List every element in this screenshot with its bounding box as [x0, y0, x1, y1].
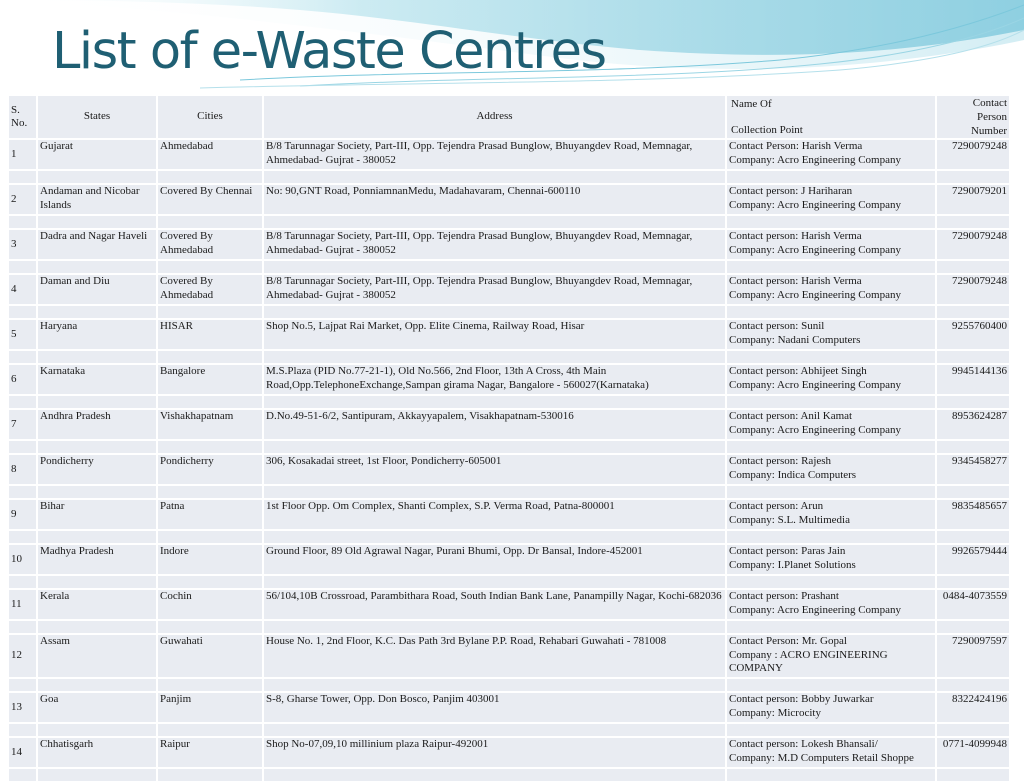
spacer-cell	[9, 351, 36, 363]
cell-state: Andhra Pradesh	[38, 410, 156, 439]
cell-phone: 9945144136	[937, 365, 1009, 394]
cell-phone: 7290079248	[937, 230, 1009, 259]
spacer-cell	[264, 171, 725, 183]
cell-city: Raipur	[158, 738, 262, 767]
table-row	[9, 410, 1009, 439]
cell-state: Goa	[38, 693, 156, 722]
spacer-cell	[937, 396, 1009, 408]
spacer-cell	[727, 261, 935, 273]
cell-city: Vishakhapatnam	[158, 410, 262, 439]
spacer-cell	[9, 679, 36, 691]
spacer-cell	[264, 576, 725, 588]
spacer-cell	[727, 351, 935, 363]
cell-collection-point	[727, 455, 935, 484]
cell-address: 306, Kosakadai street, 1st Floor, Pondicherry-605001	[264, 455, 725, 484]
spacer-cell	[38, 724, 156, 736]
cell-state: Karnataka	[38, 365, 156, 394]
table-row	[9, 230, 1009, 259]
cell-phone: 9255760400	[937, 320, 1009, 349]
spacer-cell	[9, 724, 36, 736]
company-name: Company: Acro Engineering Company	[729, 198, 901, 211]
spacer-cell	[937, 576, 1009, 588]
table-row	[9, 185, 1009, 214]
table-row	[9, 275, 1009, 304]
cell-city: Indore	[158, 545, 262, 574]
contact-person: Contact person: J Hariharan	[729, 185, 853, 197]
company-name: Company: Acro Engineering Company	[729, 603, 901, 616]
cell-address: B/8 Tarunnagar Society, Part-III, Opp. Tejendra Prasad Bunglow, Bhuyangdev Road, Memnagar, Ahmedabad- Gujrat - 380052	[264, 275, 725, 304]
table-header-row	[9, 96, 1009, 138]
spacer-cell	[937, 171, 1009, 183]
contact-person: Contact person: Bobby Juwarkar	[729, 693, 874, 705]
cell-state: Daman and Diu	[38, 275, 156, 304]
table-row	[9, 320, 1009, 349]
cell-address: No: 90,GNT Road, PonniamnanMedu, Madahavaram, Chennai-600110	[264, 185, 725, 214]
spacer-cell	[937, 679, 1009, 691]
spacer-cell	[9, 306, 36, 318]
contact-person: Contact person: Harish Verma	[729, 230, 862, 242]
spacer-cell	[264, 621, 725, 633]
spacer-cell	[727, 621, 935, 633]
spacer-cell	[727, 396, 935, 408]
spacer-cell	[38, 621, 156, 633]
header-contact-l3: Number	[970, 125, 1007, 137]
spacer-cell	[158, 576, 262, 588]
spacer-cell	[264, 216, 725, 228]
cell-collection-point	[727, 320, 935, 349]
spacer-cell	[264, 351, 725, 363]
header-collection-point-label: Collection Point	[731, 123, 803, 136]
cell-phone: 9926579444	[937, 545, 1009, 574]
cell-sno: 6	[9, 365, 36, 394]
contact-person: Contact person: Harish Verma	[729, 275, 862, 287]
cell-address: B/8 Tarunnagar Society, Part-III, Opp. Tejendra Prasad Bunglow, Bhuyangdev Road, Memnagar, Ahmedabad- Gujrat - 380052	[264, 230, 725, 259]
cell-city: Covered By Chennai	[158, 185, 262, 214]
cell-sno: 5	[9, 320, 36, 349]
spacer-cell	[9, 621, 36, 633]
company-name: Company: Indica Computers	[729, 468, 857, 481]
spacer-cell	[937, 441, 1009, 453]
cell-city: Patna	[158, 500, 262, 529]
company-name: Company: M.D Computers Retail Shoppe	[729, 751, 914, 764]
cell-city: Pondicherry	[158, 455, 262, 484]
cell-state: Haryana	[38, 320, 156, 349]
cell-state: Chhatisgarh	[38, 738, 156, 767]
header-states: States	[38, 96, 156, 138]
page-title: List of e-Waste Centres	[52, 22, 606, 81]
company-name: Company: S.L. Multimedia	[729, 513, 850, 526]
spacer-cell	[937, 621, 1009, 633]
row-spacer	[9, 621, 1009, 633]
cell-address: B/8 Tarunnagar Society, Part-III, Opp. Tejendra Prasad Bunglow, Bhuyangdev Road, Memnagar, Ahmedabad- Gujrat - 380052	[264, 140, 725, 169]
cell-state: Gujarat	[38, 140, 156, 169]
cell-address: D.No.49-51-6/2, Santipuram, Akkayyapalem, Visakhapatnam-530016	[264, 410, 725, 439]
cell-state: Bihar	[38, 500, 156, 529]
cell-address: House No. 1, 2nd Floor, K.C. Das Path 3rd Bylane P.P. Road, Rehabari Guwahati - 781008	[264, 635, 725, 677]
table-row	[9, 635, 1009, 677]
spacer-cell	[727, 171, 935, 183]
cell-city: Covered By Ahmedabad	[158, 275, 262, 304]
header-contact-number	[937, 96, 1009, 138]
cell-city: Panjim	[158, 693, 262, 722]
table-row	[9, 455, 1009, 484]
cell-city: Ahmedabad	[158, 140, 262, 169]
cell-collection-point	[727, 545, 935, 574]
cell-phone: 8953624287	[937, 410, 1009, 439]
cell-city: Guwahati	[158, 635, 262, 677]
header-contact-l1: Contact	[972, 97, 1007, 109]
table-row	[9, 738, 1009, 767]
cell-collection-point	[727, 693, 935, 722]
contact-person: Contact person: Lokesh Bhansali/	[729, 738, 878, 750]
cell-sno: 13	[9, 693, 36, 722]
cell-address: 56/104,10B Crossroad, Parambithara Road, South Indian Bank Lane, Panampilly Nagar, Kochi-682036	[264, 590, 725, 619]
spacer-cell	[38, 306, 156, 318]
spacer-cell	[727, 769, 935, 781]
spacer-cell	[727, 216, 935, 228]
cell-sno: 11	[9, 590, 36, 619]
company-name: Company: Microcity	[729, 706, 821, 719]
row-spacer	[9, 486, 1009, 498]
cell-sno: 12	[9, 635, 36, 677]
row-spacer	[9, 679, 1009, 691]
cell-state: Andaman and Nicobar Islands	[38, 185, 156, 214]
cell-phone: 0771-4099948	[937, 738, 1009, 767]
table-row	[9, 500, 1009, 529]
spacer-cell	[158, 486, 262, 498]
cell-city: Bangalore	[158, 365, 262, 394]
spacer-cell	[264, 531, 725, 543]
contact-person: Contact person: Prashant	[729, 590, 839, 602]
row-spacer	[9, 261, 1009, 273]
contact-person: Contact person: Abhijeet Singh	[729, 365, 867, 377]
cell-address: Ground Floor, 89 Old Agrawal Nagar, Purani Bhumi, Opp. Dr Bansal, Indore-452001	[264, 545, 725, 574]
cell-state: Dadra and Nagar Haveli	[38, 230, 156, 259]
cell-sno: 3	[9, 230, 36, 259]
contact-person: Contact Person: Mr. Gopal	[729, 635, 847, 647]
spacer-cell	[937, 261, 1009, 273]
spacer-cell	[158, 679, 262, 691]
cell-state: Madhya Pradesh	[38, 545, 156, 574]
spacer-cell	[9, 576, 36, 588]
spacer-cell	[158, 216, 262, 228]
cell-sno: 2	[9, 185, 36, 214]
spacer-cell	[9, 531, 36, 543]
spacer-cell	[937, 769, 1009, 781]
spacer-cell	[264, 306, 725, 318]
spacer-cell	[38, 216, 156, 228]
header-contact-l2: Person	[977, 111, 1007, 123]
company-name: Company: Nadani Computers	[729, 333, 861, 346]
cell-collection-point	[727, 230, 935, 259]
spacer-cell	[937, 351, 1009, 363]
spacer-cell	[158, 171, 262, 183]
company-name: Company: Acro Engineering Company	[729, 243, 901, 256]
contact-person: Contact person: Anil Kamat	[729, 410, 853, 422]
spacer-cell	[9, 216, 36, 228]
spacer-cell	[158, 396, 262, 408]
header-cities: Cities	[158, 96, 262, 138]
row-spacer	[9, 576, 1009, 588]
header-collection-point	[727, 96, 935, 138]
cell-collection-point	[727, 185, 935, 214]
spacer-cell	[937, 216, 1009, 228]
cell-phone: 0484-4073559	[937, 590, 1009, 619]
row-spacer	[9, 531, 1009, 543]
cell-sno: 8	[9, 455, 36, 484]
header-sno: S. No.	[9, 96, 36, 138]
cell-phone: 9835485657	[937, 500, 1009, 529]
cell-phone: 7290079201	[937, 185, 1009, 214]
table-row	[9, 693, 1009, 722]
spacer-cell	[158, 724, 262, 736]
spacer-cell	[38, 261, 156, 273]
spacer-cell	[38, 486, 156, 498]
company-name: Company: Acro Engineering Company	[729, 378, 901, 391]
row-spacer	[9, 769, 1009, 781]
cell-collection-point	[727, 275, 935, 304]
cell-state: Assam	[38, 635, 156, 677]
spacer-cell	[38, 679, 156, 691]
spacer-cell	[937, 724, 1009, 736]
cell-sno: 14	[9, 738, 36, 767]
spacer-cell	[937, 486, 1009, 498]
spacer-cell	[727, 724, 935, 736]
spacer-cell	[158, 351, 262, 363]
cell-sno: 4	[9, 275, 36, 304]
cell-sno: 1	[9, 140, 36, 169]
table-row	[9, 365, 1009, 394]
spacer-cell	[264, 441, 725, 453]
cell-collection-point	[727, 140, 935, 169]
spacer-cell	[727, 486, 935, 498]
spacer-cell	[9, 441, 36, 453]
contact-person: Contact person: Sunil	[729, 320, 825, 332]
cell-collection-point	[727, 410, 935, 439]
spacer-cell	[9, 486, 36, 498]
row-spacer	[9, 171, 1009, 183]
spacer-cell	[264, 486, 725, 498]
spacer-cell	[38, 769, 156, 781]
spacer-cell	[937, 306, 1009, 318]
company-name: Company: Acro Engineering Company	[729, 288, 901, 301]
spacer-cell	[9, 261, 36, 273]
contact-person: Contact person: Rajesh	[729, 455, 832, 467]
row-spacer	[9, 396, 1009, 408]
cell-sno: 10	[9, 545, 36, 574]
cell-state: Kerala	[38, 590, 156, 619]
cell-address: 1st Floor Opp. Om Complex, Shanti Complex, S.P. Verma Road, Patna-800001	[264, 500, 725, 529]
spacer-cell	[727, 576, 935, 588]
ewaste-centres-table	[7, 94, 1011, 783]
spacer-cell	[9, 769, 36, 781]
spacer-cell	[264, 396, 725, 408]
cell-state: Pondicherry	[38, 455, 156, 484]
table-row	[9, 140, 1009, 169]
spacer-cell	[727, 679, 935, 691]
spacer-cell	[158, 261, 262, 273]
spacer-cell	[727, 531, 935, 543]
cell-phone: 7290079248	[937, 140, 1009, 169]
spacer-cell	[158, 441, 262, 453]
cell-phone: 7290097597	[937, 635, 1009, 677]
contact-person: Contact person: Paras Jain	[729, 545, 846, 557]
spacer-cell	[264, 769, 725, 781]
spacer-cell	[264, 261, 725, 273]
spacer-cell	[38, 531, 156, 543]
cell-sno: 7	[9, 410, 36, 439]
cell-address: S-8, Gharse Tower, Opp. Don Bosco, Panjim 403001	[264, 693, 725, 722]
spacer-cell	[727, 306, 935, 318]
company-name: Company: Acro Engineering Company	[729, 423, 901, 436]
cell-collection-point	[727, 590, 935, 619]
table-row	[9, 590, 1009, 619]
row-spacer	[9, 724, 1009, 736]
spacer-cell	[158, 621, 262, 633]
cell-sno: 9	[9, 500, 36, 529]
row-spacer	[9, 306, 1009, 318]
company-name: Company: Acro Engineering Company	[729, 153, 901, 166]
spacer-cell	[264, 679, 725, 691]
spacer-cell	[158, 306, 262, 318]
spacer-cell	[158, 531, 262, 543]
cell-address: Shop No.5, Lajpat Rai Market, Opp. Elite Cinema, Railway Road, Hisar	[264, 320, 725, 349]
cell-address: M.S.Plaza (PID No.77-21-1), Old No.566, 2nd Floor, 13th A Cross, 4th Main Road,Opp.TelephoneExchange,Sampan girama Nagar, Bangalore - 560027(Karnataka)	[264, 365, 725, 394]
company-name: Company: I.Planet Solutions	[729, 558, 856, 571]
cell-collection-point	[727, 738, 935, 767]
spacer-cell	[38, 351, 156, 363]
table-row	[9, 545, 1009, 574]
row-spacer	[9, 441, 1009, 453]
spacer-cell	[264, 724, 725, 736]
cell-collection-point	[727, 635, 935, 677]
cell-collection-point	[727, 500, 935, 529]
spacer-cell	[9, 171, 36, 183]
spacer-cell	[38, 396, 156, 408]
company-name: Company : ACRO ENGINEERING COMPANY	[729, 648, 888, 674]
spacer-cell	[937, 531, 1009, 543]
cell-phone: 7290079248	[937, 275, 1009, 304]
header-name-of: Name Of	[731, 98, 772, 110]
spacer-cell	[727, 441, 935, 453]
cell-city: Covered By Ahmedabad	[158, 230, 262, 259]
row-spacer	[9, 351, 1009, 363]
cell-address: Shop No-07,09,10 millinium plaza Raipur-492001	[264, 738, 725, 767]
spacer-cell	[38, 576, 156, 588]
row-spacer	[9, 216, 1009, 228]
spacer-cell	[9, 396, 36, 408]
spacer-cell	[38, 441, 156, 453]
cell-city: HISAR	[158, 320, 262, 349]
cell-phone: 8322424196	[937, 693, 1009, 722]
contact-person: Contact person: Arun	[729, 500, 824, 512]
header-address: Address	[264, 96, 725, 138]
spacer-cell	[38, 171, 156, 183]
cell-collection-point	[727, 365, 935, 394]
contact-person: Contact Person: Harish Verma	[729, 140, 863, 152]
cell-phone: 9345458277	[937, 455, 1009, 484]
spacer-cell	[158, 769, 262, 781]
cell-city: Cochin	[158, 590, 262, 619]
